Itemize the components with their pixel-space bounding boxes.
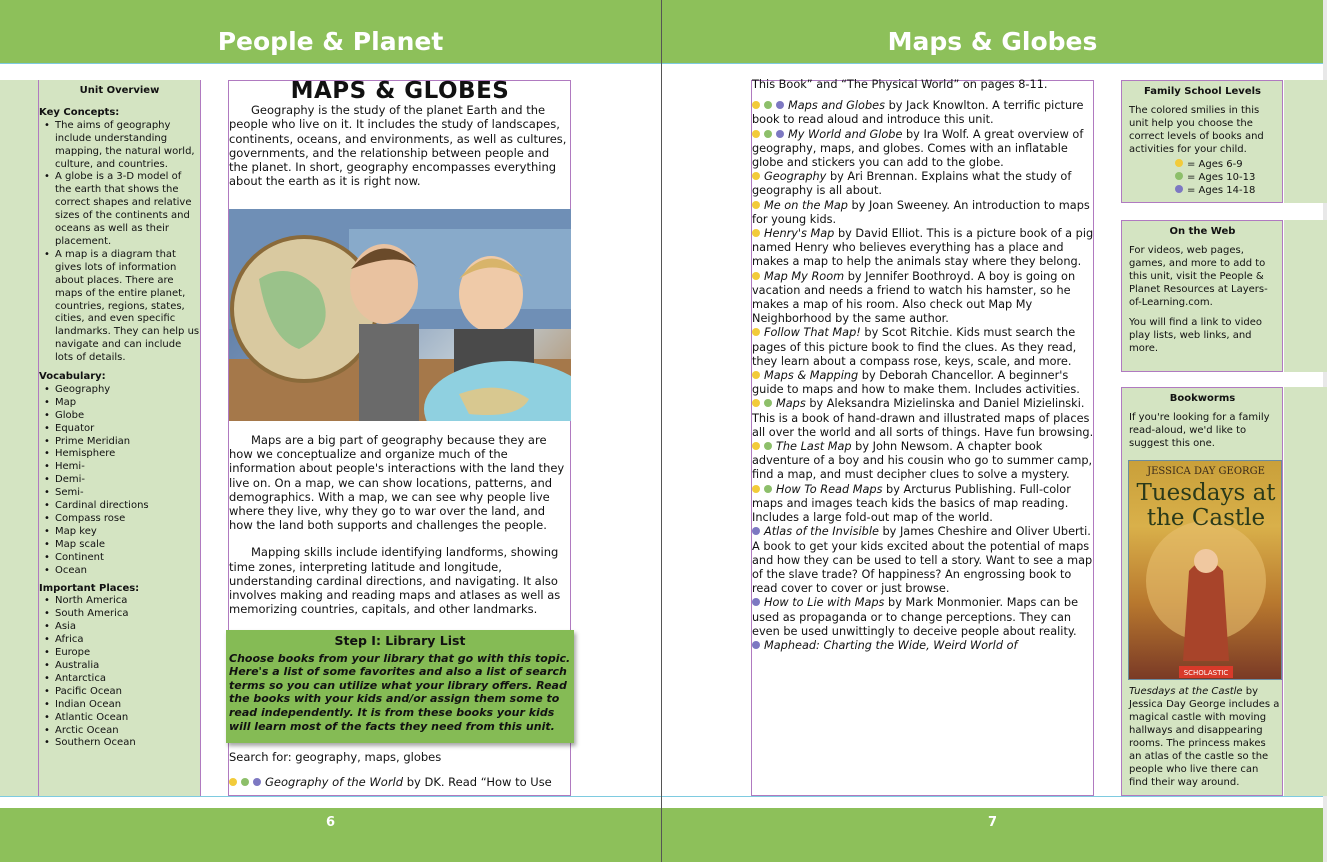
purple-smiley-icon <box>752 527 760 535</box>
yellow-smiley-icon <box>752 201 760 209</box>
list-item: • Demi- <box>39 474 200 487</box>
green-smiley-icon <box>764 485 772 493</box>
guide-line <box>0 63 661 64</box>
purple-smiley-icon <box>776 101 784 109</box>
sidebar-title: Unit Overview <box>79 85 160 96</box>
purple-smiley-icon <box>752 641 760 649</box>
green-smiley-icon <box>764 130 772 138</box>
book-entry <box>752 440 1095 483</box>
caption-description: by Jessica Day George includes a magical castle with moving hallways and disappearing rooms. The princess makes an atlas of the castle so the people who live there can find their way around. <box>1129 686 1280 788</box>
yellow-smiley-icon <box>752 172 760 180</box>
book-list <box>752 78 1095 653</box>
yellow-smiley-icon <box>752 485 760 493</box>
page-number: 6 <box>325 815 336 830</box>
purple-smiley-icon <box>253 778 261 786</box>
book-entry <box>752 369 1095 397</box>
book-description: by Aleksandra Mizielinska and Daniel Mizielinski. This is a book of hand-drawn and illustrated maps of places all over the world and all sorts of things. Have fun browsing. <box>752 397 1094 439</box>
list-item: • Geography <box>39 384 200 397</box>
book-description: by Mark Monmonier. Maps can be used as propaganda or to change perceptions. They can even be used unwittingly to deceive people about reality. <box>752 596 1079 638</box>
right-margin-strip <box>1284 387 1327 796</box>
list-item: • A map is a diagram that gives lots of information about places. There are maps of the entire planet, countries, regions, states, cities, and even specific landmarks. They can help us navigate and can include lots of details. <box>39 249 200 365</box>
green-smiley-icon <box>764 399 772 407</box>
maps-paragraph: Maps are a big part of geography because they are how we conceptualize and organize much of the information about people's interactions with the land they live on. On a map, we can show locations, patterns, and demographics. With a map, we can see why people live where they live, why they go to war over the land, and how the land both supports and challenges the people. <box>229 433 565 533</box>
green-smiley-icon <box>241 778 249 786</box>
unit-overview-sidebar <box>38 80 201 796</box>
level-label: = Ages 14-18 <box>1187 185 1256 196</box>
important-places-label: Important Places: <box>39 582 140 594</box>
yellow-smiley-icon <box>752 130 760 138</box>
list-item: • Map <box>39 397 200 410</box>
book-title: Follow That Map! <box>764 326 861 340</box>
book-entry <box>752 596 1095 639</box>
guide-line <box>0 796 661 797</box>
book-description: by Scot Ritchie. Kids must search the pages of this picture book to find the clues. As they read, they learn about a compass rose, keys, scale, and more. <box>752 326 1077 368</box>
book-entry <box>752 326 1095 369</box>
yellow-smiley-icon <box>752 229 760 237</box>
continued-text: This Book” and “The Physical World” on pages 8-11. <box>752 78 1048 91</box>
book-entry <box>752 99 1095 127</box>
book-description: by Jack Knowlton. A terrific picture book to read aloud and introduce this unit. <box>752 99 1084 127</box>
list-item: • Hemisphere <box>39 448 200 461</box>
book-entry <box>752 199 1095 227</box>
first-book-entry <box>229 775 571 789</box>
right-footer <box>662 808 1323 862</box>
purple-smiley-icon <box>776 130 784 138</box>
level-row <box>1175 184 1276 197</box>
list-item: • Indian Ocean <box>39 699 200 712</box>
book-title: Maps & Mapping <box>764 369 859 383</box>
list-item: • North America <box>39 595 200 608</box>
list-item: • Continent <box>39 552 200 565</box>
right-margin-strip <box>1284 80 1327 203</box>
list-item: • Pacific Ocean <box>39 686 200 699</box>
level-row <box>1175 158 1276 171</box>
family-levels-title: Family School Levels <box>1143 86 1261 97</box>
book-title: How To Read Maps <box>776 482 883 496</box>
book-description: by David Elliot. This is a picture book of a pig named Henry who believes everything has a place and makes a map to help the animals stay where they belong. <box>752 227 1094 269</box>
intro-paragraph: Geography is the study of the planet Earth and the people who live on it. It includes the study of landscapes, continents, oceans, and environments, as well as cultures, governments, and the relationship between people and the planet. In short, geography encompasses everything about the earth as it is right now. <box>229 103 567 189</box>
book-title: Maps <box>776 397 806 411</box>
list-item: • Map key <box>39 526 200 539</box>
list-item: • Globe <box>39 410 200 423</box>
list-item: • Arctic Ocean <box>39 725 200 738</box>
book-description: by John Newsom. A chapter book adventure of a boy and his cousin who go to summer camp, find a map, and must decipher clues to solve a mystery. <box>752 440 1093 482</box>
list-item: • Southern Ocean <box>39 737 200 750</box>
yellow-smiley-icon <box>752 272 760 280</box>
book-entry <box>752 525 1095 596</box>
book-entry <box>752 483 1095 526</box>
book-entry <box>752 397 1095 440</box>
list-item: • Cardinal directions <box>39 500 200 513</box>
key-concepts-list <box>39 120 200 365</box>
page-title: MAPS & GLOBES <box>290 78 510 104</box>
yellow-smiley-icon <box>752 371 760 379</box>
list-item: • Australia <box>39 660 200 673</box>
on-the-web-title: On the Web <box>1169 226 1236 237</box>
caption-title: Tuesdays at the Castle <box>1129 686 1243 697</box>
book-description: by Arcturus Publishing. Full-color maps and images teach kids the basics of map reading. Includes a large fold-out map of the world. <box>752 482 1071 525</box>
level-row <box>1175 171 1276 184</box>
book-cover-image <box>1128 460 1282 680</box>
yellow-smiley-icon <box>752 101 760 109</box>
cover-title: Tuesdays at the Castle <box>1136 480 1276 531</box>
vocabulary-list <box>39 384 200 578</box>
bookworms-title: Bookworms <box>1169 393 1236 404</box>
list-item: • Antarctica <box>39 673 200 686</box>
list-item: • Semi- <box>39 487 200 500</box>
yellow-smiley-icon <box>229 778 237 786</box>
book-title: Henry's Map <box>764 227 835 241</box>
book-title: Maphead: Charting the Wide, Weird World of <box>764 638 1018 652</box>
list-item: • Equator <box>39 423 200 436</box>
list-item: • A globe is a 3-D model of the earth that shows the correct shapes and relative sizes of the continents and oceans as well as their placement. <box>39 171 200 248</box>
left-margin-strip <box>0 80 38 796</box>
green-smiley-icon <box>764 442 772 450</box>
level-label: = Ages 10-13 <box>1187 172 1256 183</box>
skills-paragraph: Mapping skills include identifying landforms, showing time zones, interpreting latitude and longitude, understanding cardinal directions, and navigating. It also involves making and reading maps and atlases as well as memorizing countries, capitals, and other landmarks. <box>229 545 561 617</box>
levels-legend <box>1129 158 1276 197</box>
step-library-list-box <box>226 630 574 743</box>
on-the-web-text-2: You will find a link to video play lists, web links, and more. <box>1129 317 1262 354</box>
book-title: Atlas of the Invisible <box>764 525 879 539</box>
right-header: Maps & Globes <box>662 0 1323 63</box>
intro-block <box>229 78 571 189</box>
on-the-web-box <box>1121 220 1283 372</box>
list-item: • Ocean <box>39 565 200 578</box>
cover-author: JESSICA DAY GEORGE <box>1147 466 1265 477</box>
search-terms: Search for: geography, maps, globes <box>229 750 442 764</box>
vocabulary-label: Vocabulary: <box>39 371 106 383</box>
bookworms-text: If you're looking for a family read-aloud, we'd like to suggest this one. <box>1129 412 1270 449</box>
book-title: Me on the Map <box>764 198 848 212</box>
book-description: by DK. Read “How to Use <box>403 775 552 790</box>
guide-line <box>662 63 1323 64</box>
list-item: • Africa <box>39 634 200 647</box>
book-description: by Ira Wolf. A great overview of geography, maps, and globes. Comes with an inflatable globe and stickers you can add to the globe. <box>752 127 1084 170</box>
level-label: = Ages 6-9 <box>1187 159 1243 170</box>
right-margin-strip <box>1284 220 1327 372</box>
page-number: 7 <box>987 815 998 830</box>
left-header: People & Planet <box>0 0 661 63</box>
list-item: • Hemi- <box>39 461 200 474</box>
list-item: • Map scale <box>39 539 200 552</box>
book-entry <box>752 639 1095 653</box>
book-title: Maps and Globes <box>788 99 885 113</box>
important-places-list <box>39 595 200 750</box>
photo-illustration <box>229 209 571 421</box>
green-smiley-icon <box>764 101 772 109</box>
book-title: My World and Globe <box>788 127 903 141</box>
guide-line <box>662 796 1323 797</box>
body-block <box>229 433 571 616</box>
yellow-smiley-icon <box>752 328 760 336</box>
book-title: Geography of the World <box>265 775 404 790</box>
search-block <box>229 750 571 789</box>
cover-publisher: SCHOLASTIC <box>1183 669 1229 677</box>
book-description: by Jennifer Boothroyd. A boy is going on vacation and needs a friend to watch his hamster, so he makes a map of his room. Also check out Map My Neighborhood by the same author. <box>752 269 1076 326</box>
book-description: by Deborah Chancellor. A beginner's guide to maps and how to make them. Includes activities. <box>752 369 1080 397</box>
yellow-smiley-icon <box>1175 159 1183 167</box>
bookworms-caption <box>1129 685 1280 789</box>
book-entry <box>752 227 1095 270</box>
book-description: by Ari Brennan. Explains what the study of geography is all about. <box>752 170 1072 198</box>
purple-smiley-icon <box>1175 185 1183 193</box>
left-footer <box>0 808 661 862</box>
on-the-web-text: For videos, web pages, games, and more to add to this unit, visit the People & Planet Resources at Layers-of-Learning.com. <box>1129 245 1268 308</box>
green-smiley-icon <box>1175 172 1183 180</box>
step-title: Step I: Library List <box>334 633 466 648</box>
list-item: • The aims of geography include understanding mapping, the natural world, culture, and countries. <box>39 120 200 172</box>
list-item: • South America <box>39 608 200 621</box>
list-item: • Europe <box>39 647 200 660</box>
family-levels-box <box>1121 80 1283 203</box>
kids-with-globes-photo <box>229 209 571 421</box>
yellow-smiley-icon <box>752 399 760 407</box>
key-concepts-label: Key Concepts: <box>39 106 120 118</box>
list-item: • Atlantic Ocean <box>39 712 200 725</box>
book-title: The Last Map <box>776 440 852 454</box>
book-description: by James Cheshire and Oliver Uberti. A book to get your kids excited about the potential of maps and how they can be used to tell a story. Want to see a map of the slave trade? Of happiness? An engrossing book to read cover to cover or just browse. <box>752 525 1093 596</box>
family-levels-text: The colored smilies in this unit help you choose the correct levels of books and activities for your child. <box>1129 105 1264 155</box>
purple-smiley-icon <box>752 598 760 606</box>
list-item: • Asia <box>39 621 200 634</box>
step-instructions: Choose books from your library that go with this topic. Here's a list of some favorites and also a list of search terms so you can utilize what your library offers. Read the books with your kids and/or assign them some to read independently. It is from these books your kids will learn most of the facts they need from this unit. <box>229 651 571 733</box>
book-description: by Joan Sweeney. An introduction to maps for young kids. <box>752 198 1090 226</box>
left-page <box>0 0 661 862</box>
list-item: • Prime Meridian <box>39 436 200 449</box>
book-title: Geography <box>764 170 827 184</box>
book-entry <box>752 270 1095 327</box>
book-title: Map My Room <box>764 269 845 283</box>
book-entry <box>752 128 1095 171</box>
yellow-smiley-icon <box>752 442 760 450</box>
list-item: • Compass rose <box>39 513 200 526</box>
book-title: How to Lie with Maps <box>764 596 885 610</box>
book-entry <box>752 170 1095 198</box>
